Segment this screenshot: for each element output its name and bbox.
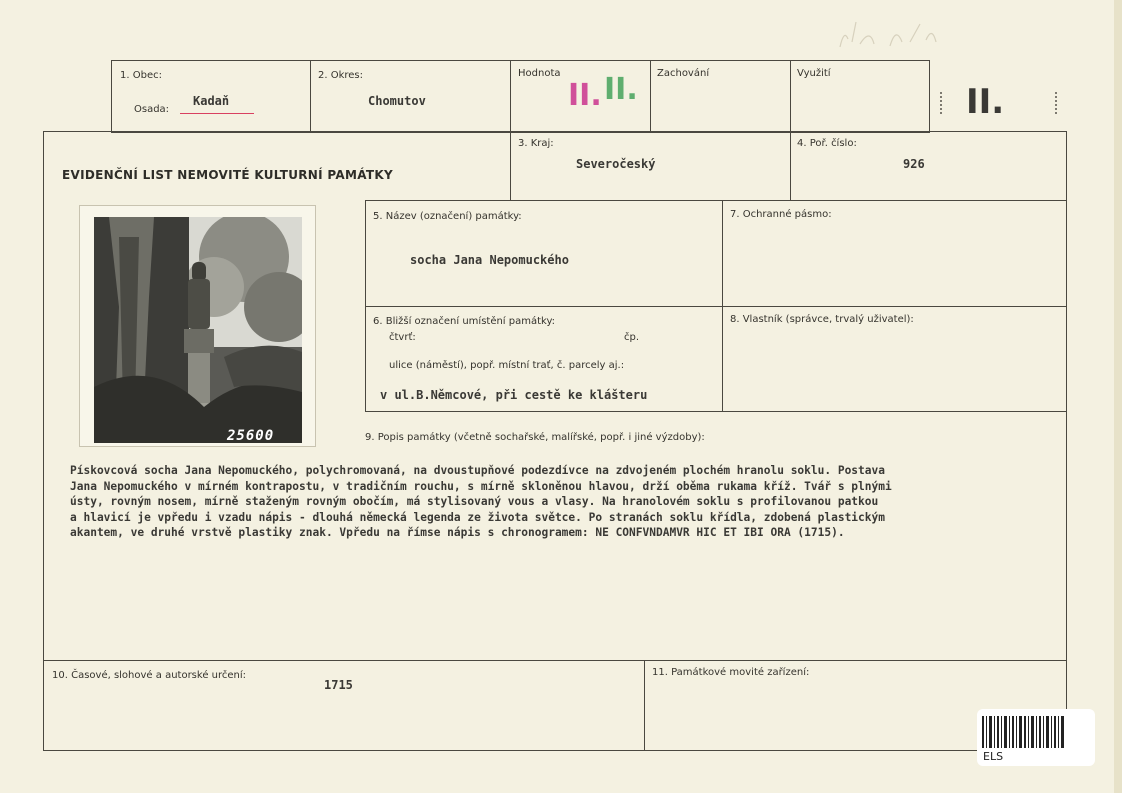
- ulice-label: ulice (náměstí), popř. místní trať, č. parcely aj.:: [389, 360, 625, 371]
- movite-zarizeni-label: 11. Památkové movité zařízení:: [652, 667, 810, 678]
- nazev-value: socha Jana Nepomuckého: [410, 253, 569, 267]
- kraj-label: 3. Kraj:: [518, 138, 554, 149]
- vlastnik-label: 8. Vlastník (správce, trvalý uživatel):: [730, 314, 914, 325]
- umisteni-value: v ul.B.Němcové, při cestě ke klášteru: [380, 388, 648, 402]
- umisteni-label: 6. Bližší označení umístění památky:: [373, 316, 556, 327]
- obec-label: 1. Obec:: [120, 70, 162, 81]
- popis-text: [70, 463, 1055, 541]
- hodnota-mark-green: II.: [604, 72, 638, 107]
- popis-line: ústy, rovným nosem, mírně staženým rovným obočím, má stylisovaný vous a vlasy. Na hranolovém soklu s profilovanou patkou: [70, 495, 879, 508]
- monument-photo: [94, 217, 302, 443]
- zachovani-label: Zachování: [657, 68, 710, 79]
- por-cislo-value: 926: [903, 157, 925, 171]
- kraj-value: Severočeský: [576, 157, 656, 171]
- card-edge: [1114, 0, 1122, 793]
- okres-label: 2. Okres:: [318, 70, 364, 81]
- form-title: EVIDENČNÍ LIST NEMOVITÉ KULTURNÍ PAMÁTKY: [62, 168, 393, 182]
- category-tick-left: [940, 92, 944, 114]
- datace-value: 1715: [324, 678, 353, 692]
- popis-label: 9. Popis památky (včetně sochařské, malířské, popř. i jiné výzdoby):: [365, 432, 705, 443]
- hodnota-label: Hodnota: [518, 68, 561, 79]
- osada-label: Osada:: [134, 104, 170, 115]
- osada-value: Kadaň: [193, 94, 230, 108]
- statue-photo-image: [94, 217, 302, 443]
- barcode-text: ELS: [983, 750, 1004, 763]
- nazev-label: 5. Název (označení) památky:: [373, 211, 522, 222]
- popis-line: akantem, ve druhé vrstvě plastiky znak. Vpředu na římse nápis s chronogramem: NE CONFVNDAMVR HIC ET IBI ORA (1715).: [70, 526, 845, 539]
- por-cislo-label: 4. Poř. číslo:: [797, 138, 857, 149]
- popis-line: Pískovcová socha Jana Nepomuckého, polychromovaná, na dvoustupňové podezdívce na zdvojeném plochém hranolu soklu. Postava: [70, 464, 885, 477]
- popis-line: a hlavicí je vpředu i vzadu nápis - dlouhá německá legenda ze života světce. Po stranách soklu křídla, zdobená plastickým: [70, 510, 885, 524]
- okres-value: Chomutov: [368, 94, 426, 108]
- cp-label: čp.: [624, 332, 640, 343]
- datace-label: 10. Časové, slohové a autorské určení:: [52, 670, 247, 681]
- popis-line: Jana Nepomuckého v mírném kontrapostu, v tradičním rouchu, s mírně skloněnou hlavou, drží oběma rukama kříž. Tvář s plnými: [70, 479, 892, 493]
- vyuziti-label: Využití: [797, 68, 831, 79]
- hodnota-mark-pink: II.: [568, 78, 602, 113]
- photo-number: 25600: [227, 428, 275, 444]
- ctvrt-label: čtvrť:: [389, 332, 416, 343]
- barcode-icon: [982, 716, 1066, 748]
- category-tick-right: [1055, 92, 1059, 114]
- category-mark: II.: [966, 82, 1005, 122]
- pencil-scribble: [830, 12, 980, 57]
- ochranne-pasmo-label: 7. Ochranné pásmo:: [730, 209, 832, 220]
- osada-underline: [180, 113, 254, 114]
